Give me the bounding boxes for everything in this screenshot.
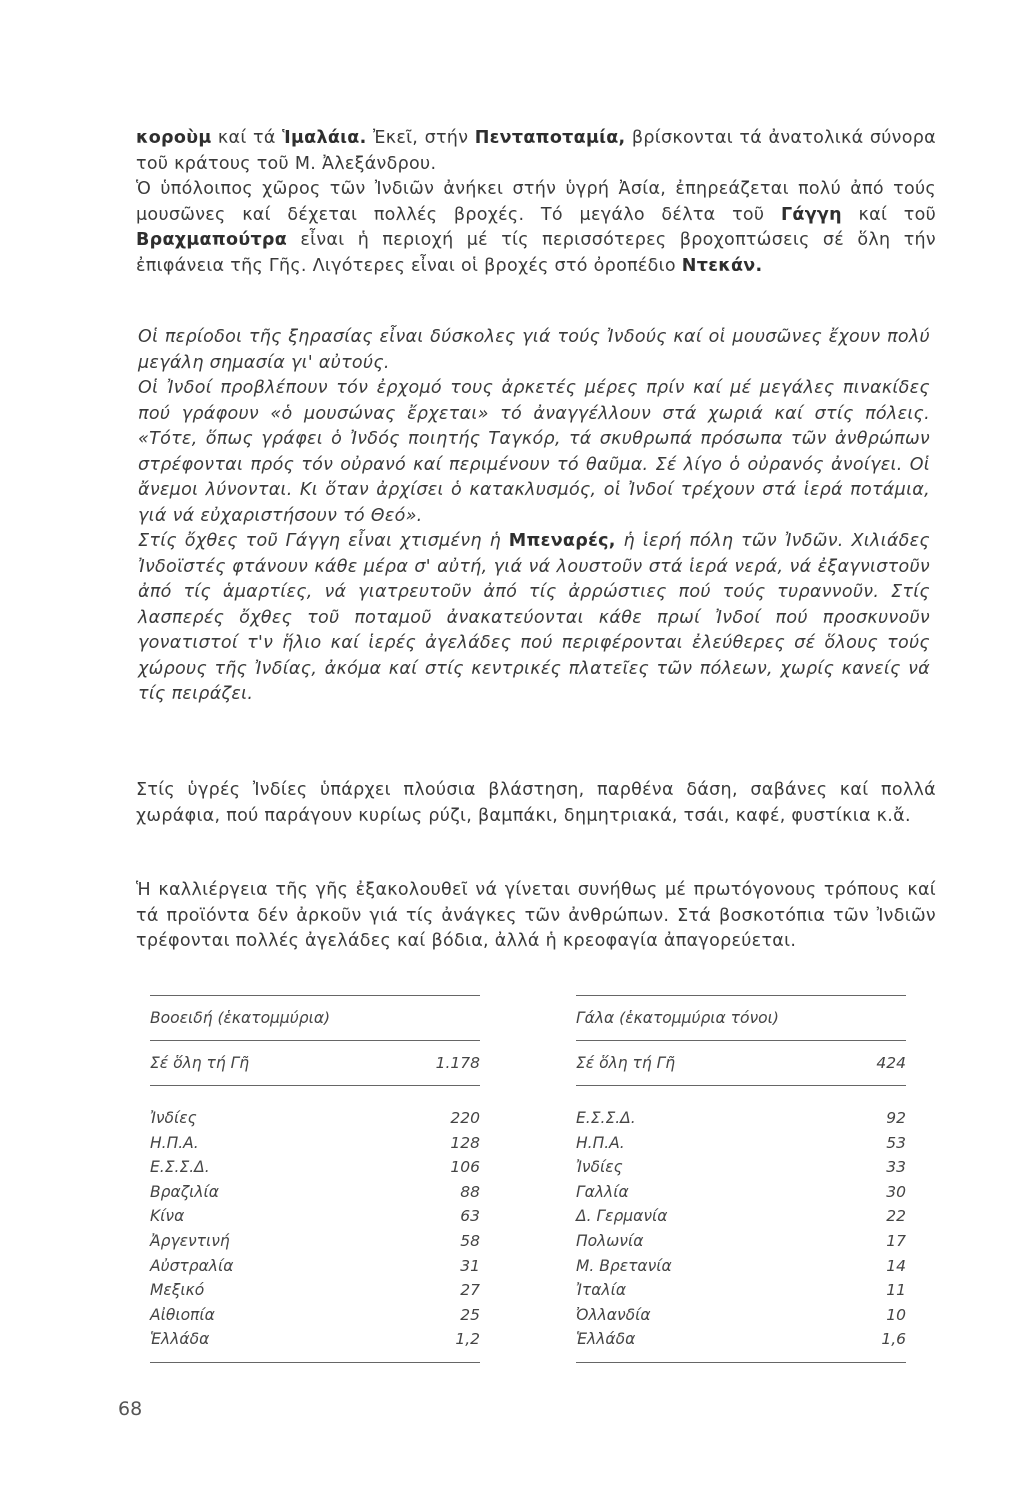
country-value: 58 xyxy=(460,1231,480,1250)
country-name: Ἑλλάδα xyxy=(576,1330,636,1349)
table-row xyxy=(576,1155,906,1180)
country-value: 22 xyxy=(886,1207,906,1226)
table-row xyxy=(576,1204,906,1229)
country-name: Κίνα xyxy=(150,1207,185,1226)
country-name: Ἀργεντινή xyxy=(150,1231,230,1250)
excerpt-text: Στίς ὄχθες τοῦ Γάγγη εἶναι χτισμένη ἡ xyxy=(138,531,509,551)
country-name: Ἰνδίες xyxy=(576,1158,623,1177)
country-name: Ἰταλία xyxy=(576,1281,627,1300)
table-rule xyxy=(576,1085,906,1086)
country-value: 11 xyxy=(886,1281,906,1300)
table-row xyxy=(150,1303,480,1328)
intro-term-ganges: Γάγγη xyxy=(780,204,842,225)
table-row xyxy=(150,1204,480,1229)
table-row xyxy=(576,1131,906,1156)
cattle-rows xyxy=(150,1106,480,1352)
table-row xyxy=(576,1278,906,1303)
milk-world-total xyxy=(576,1041,906,1085)
excerpt-text: ἡ ἱερή πόλη τῶν Ἰνδῶν. Χιλιάδες Ἰνδοϊστές φτάνουν κάθε μέρα σ' αὐτή, γιά νά λουστοῦν στά ἱερά νερά, νά ἐξαγνιστοῦν ἀπό τίς ἁμαρτίες, νά γιατρευτοῦν ἀπό τίς ἀρρώστιες πού τούς τυραννοῦν. Στίς λασπερές ὄχθες τοῦ ποταμοῦ ἀνακατεύονται κάθε πρωί Ἰνδοί πού προσκυνοῦν γονατιστοί τ'ν ἥλιο καί ἱερές ἀγελάδες πού περιφέρονται ἐλεύθερες σέ ὅλους τούς χώρους τῆς Ἰνδίας, ἀκόμα καί στίς κεντρικές πλατεῖες τῶν πόλεων, χωρίς κανείς νά τίς πειράζει. xyxy=(138,531,931,704)
country-value: 92 xyxy=(886,1109,906,1127)
country-value: 106 xyxy=(450,1158,480,1177)
country-value: 33 xyxy=(886,1158,906,1177)
country-value: 14 xyxy=(886,1256,906,1275)
intro-term-punjab: Πενταποταμία, xyxy=(474,128,626,148)
intro-term-korum: κοροὺμ xyxy=(136,128,212,148)
excerpt-paragraph-2: Οἱ Ἰνδοί προβλέπουν τόν ἐρχομό τους ἀρκετές μέρες πρίν καί μέ μεγάλες πινακίδες πού γράφουν «ὁ μουσώνας ἔρχεται» τό ἀναγγέλλουν στά χωριά καί στίς πόλεις. «Τότε, ὅπως γράφει ὁ Ἰνδός ποιητής Ταγκόρ, τά σκυθρωπά πρόσωπα τῶν ἀνθρώπων στρέφονται πρός τόν οὐρανό καί περιμένουν τό θαῦμα. Σέ λίγο ὁ οὐρανός ἀνοίγει. Οἱ ἄνεμοι λύνονται. Κι ὅταν ἀρχίσει ὁ κατακλυσμός, οἱ Ἰνδοί τρέχουν στά ἱερά ποτάμια, γιά νά εὐχαριστήσουν τό Θεό». xyxy=(138,378,930,526)
table-row xyxy=(150,1180,480,1205)
excerpt-term-benares: Μπεναρές, xyxy=(508,531,616,551)
country-name: Πολωνία xyxy=(576,1231,644,1250)
country-value: 88 xyxy=(460,1182,480,1201)
intro-term-brahmaputra: Βραχμαπούτρα xyxy=(136,230,288,250)
cattle-table-title: Βοοειδή (ἑκατομμύρια) xyxy=(150,1009,331,1027)
table-rule xyxy=(150,1362,480,1363)
country-name: Ε.Σ.Σ.Δ. xyxy=(576,1109,636,1127)
country-name: Η.Π.Α. xyxy=(150,1133,199,1152)
table-row xyxy=(150,1327,480,1352)
world-total-value: 1.178 xyxy=(435,1054,480,1072)
country-value: 27 xyxy=(460,1281,480,1300)
agriculture-paragraph xyxy=(136,878,936,955)
cattle-table xyxy=(150,995,480,1363)
table-row xyxy=(150,1254,480,1279)
country-value: 17 xyxy=(886,1231,906,1250)
table-row xyxy=(150,1131,480,1156)
country-name: Ἑλλάδα xyxy=(150,1330,210,1349)
table-row xyxy=(576,1106,906,1131)
intro-text: καί τά xyxy=(211,128,283,148)
table-row xyxy=(576,1229,906,1254)
country-value: 1,6 xyxy=(881,1330,906,1349)
country-name: Ἰνδίες xyxy=(150,1109,197,1127)
excerpt-paragraph-3 xyxy=(138,529,930,708)
country-name: Η.Π.Α. xyxy=(576,1133,625,1152)
country-name: Αἰθιοπία xyxy=(150,1305,215,1324)
country-name: Γαλλία xyxy=(576,1182,629,1201)
intro-term-himalaya: Ἱμαλάια. xyxy=(282,128,367,148)
country-value: 53 xyxy=(886,1133,906,1152)
intro-term-deccan: Ντεκάν. xyxy=(681,255,763,276)
country-value: 10 xyxy=(886,1305,906,1324)
intro-text: εἶναι ἡ περιοχή μέ τίς περισσότερες βροχοπτώσεις σέ ὅλη τήν ἐπιφάνεια τῆς Γῆς. Λιγότερες εἶναι οἱ βροχές στό ὀροπέδιο xyxy=(136,230,936,276)
country-value: 1,2 xyxy=(455,1330,480,1349)
country-value: 30 xyxy=(886,1182,906,1201)
agriculture-text: Ἡ καλλιέργεια τῆς γῆς ἐξακολουθεῖ νά γίνεται συνήθως μέ πρωτόγονους τρόπους καί τά προϊόντα δέν ἀρκοῦν γιά τίς ἀνάγκες τῶν ἀνθρώπων. Στά βοσκοτόπια τῶν Ἰνδιῶν τρέφονται πολλές ἀγελάδες καί βόδια, ἀλλά ἡ κρεοφαγία ἀπαγορεύεται. xyxy=(136,880,936,951)
intro-text: Ἐκεῖ, στήν xyxy=(366,128,475,148)
country-name: Ε.Σ.Σ.Δ. xyxy=(150,1158,210,1177)
intro-text: Ὁ ὑπόλοιπος χῶρος τῶν Ἰνδιῶν ἀνήκει στήν ὑγρή Ἀσία, ἐπηρεάζεται πολύ ἀπό τούς μουσῶνες καί δέχεται πολλές βροχές. Τό μεγάλο δέλτα τοῦ xyxy=(136,179,936,225)
country-value: 31 xyxy=(460,1256,480,1275)
table-row xyxy=(150,1155,480,1180)
country-name: Δ. Γερμανία xyxy=(576,1207,668,1226)
table-row xyxy=(576,1180,906,1205)
milk-table xyxy=(576,995,906,1363)
country-name: Αὐστραλία xyxy=(150,1256,234,1275)
cattle-world-total xyxy=(150,1041,480,1085)
intro-text: καί τοῦ xyxy=(841,204,937,225)
world-total-label: Σέ ὅλη τή Γῆ xyxy=(576,1054,676,1072)
table-row xyxy=(576,1254,906,1279)
page-number: 68 xyxy=(118,1398,143,1420)
intro-text: βρίσκονται τά ἀνατολικά σύνορα τοῦ κράτους τοῦ Μ. Ἀλεξάνδρου. xyxy=(136,128,936,174)
country-value: 63 xyxy=(460,1207,480,1226)
country-value: 128 xyxy=(450,1133,480,1152)
table-row xyxy=(150,1106,480,1131)
country-value: 25 xyxy=(460,1305,480,1324)
milk-table-title: Γάλα (ἑκατομμύρια τόνοι) xyxy=(576,1009,779,1027)
vegetation-paragraph xyxy=(136,778,936,829)
table-row xyxy=(150,1278,480,1303)
table-rule xyxy=(576,1362,906,1363)
table-row xyxy=(576,1303,906,1328)
world-total-value: 424 xyxy=(876,1054,906,1072)
milk-rows xyxy=(576,1106,906,1352)
vegetation-text: Στίς ὑγρές Ἰνδίες ὑπάρχει πλούσια βλάστηση, παρθένα δάση, σαβάνες καί πολλά χωράφια, πού παράγουν κυρίως ρύζι, βαμπάκι, δημητριακά, τσάι, καφέ, φυστίκια κ.ἄ. xyxy=(136,780,936,826)
country-name: Μεξικό xyxy=(150,1281,205,1300)
world-total-label: Σέ ὅλη τή Γῆ xyxy=(150,1054,250,1072)
table-row xyxy=(576,1327,906,1352)
table-row xyxy=(150,1229,480,1254)
country-name: Μ. Βρετανία xyxy=(576,1256,672,1275)
country-name: Ὀλλανδία xyxy=(576,1305,651,1324)
country-name: Βραζιλία xyxy=(150,1182,220,1201)
country-value: 220 xyxy=(450,1109,480,1127)
intro-paragraph xyxy=(136,126,936,279)
table-rule xyxy=(150,1085,480,1086)
monsoon-excerpt xyxy=(138,325,930,708)
excerpt-paragraph-1: Οἱ περίοδοι τῆς ξηρασίας εἶναι δύσκολες γιά τούς Ἰνδούς καί οἱ μουσῶνες ἔχουν πολύ μεγάλη σημασία γι' αὐτούς. xyxy=(138,327,930,373)
